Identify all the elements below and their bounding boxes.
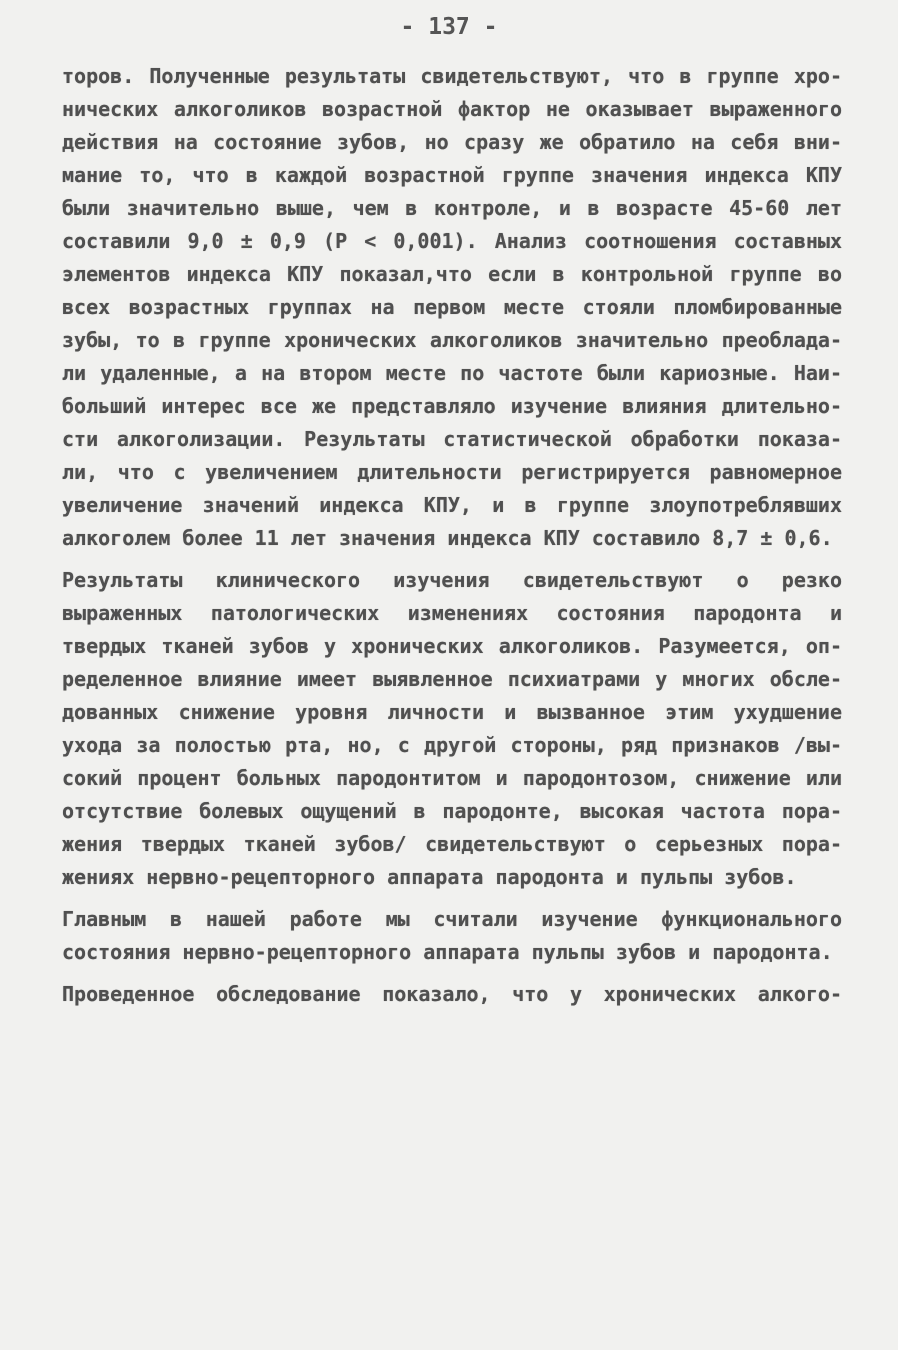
- text-line: мание то, что в каждой возрастной группе значения индекса КПУ: [62, 163, 842, 187]
- body-text: [62, 60, 842, 1011]
- text-line: нических алкоголиков возрастной фактор не оказывает выраженного: [62, 97, 842, 121]
- text-line: торов. Полученные результаты свидетельствуют, что в группе хро-: [62, 64, 842, 88]
- paragraph-4: [62, 978, 842, 1011]
- text-line: ли удаленные, а на втором месте по частоте были кариозные. Наи-: [62, 361, 842, 385]
- text-line: Проведенное обследование показало, что у хронических алкого-: [62, 982, 842, 1006]
- text-line: дованных снижение уровня личности и вызванное этим ухудшение: [62, 700, 842, 724]
- text-line: сокий процент больных пародонтитом и пародонтозом, снижение или: [62, 766, 842, 790]
- text-line: больший интерес все же представляло изучение влияния длительно-: [62, 394, 842, 418]
- text-line: выраженных патологических изменениях состояния пародонта и: [62, 601, 842, 625]
- text-line: Главным в нашей работе мы считали изучение функционального: [62, 907, 842, 931]
- text-line: увеличение значений индекса КПУ, и в группе злоупотреблявших: [62, 493, 842, 517]
- text-line: действия на состояние зубов, но сразу же обратило на себя вни-: [62, 130, 842, 154]
- paragraph-1: [62, 60, 842, 555]
- text-line: твердых тканей зубов у хронических алкоголиков. Разумеется, оп-: [62, 634, 842, 658]
- text-line: ределенное влияние имеет выявленное психиатрами у многих обсле-: [62, 667, 842, 691]
- text-line: элементов индекса КПУ показал,что если в контрольной группе во: [62, 262, 842, 286]
- page-number: - 137 -: [400, 14, 498, 40]
- text-line: состояния нервно-рецепторного аппарата пульпы зубов и пародонта.: [62, 940, 833, 964]
- text-line: ли, что с увеличением длительности регистрируется равномерное: [62, 460, 842, 484]
- text-line: составили 9,0 ± 0,9 (Р < 0,001). Анализ соотношения составных: [62, 229, 842, 253]
- text-line: сти алкоголизации. Результаты статистической обработки показа-: [62, 427, 842, 451]
- text-line: алкоголем более 11 лет значения индекса КПУ составило 8,7 ± 0,6.: [62, 526, 833, 550]
- text-line: жения твердых тканей зубов/ свидетельствуют о серьезных пора-: [62, 832, 842, 856]
- text-line: были значительно выше, чем в контроле, и в возрасте 45-60 лет: [62, 196, 842, 220]
- text-line: всех возрастных группах на первом месте стояли пломбированные: [62, 295, 842, 319]
- text-line: зубы, то в группе хронических алкоголиков значительно преоблада-: [62, 328, 842, 352]
- paragraph-3: [62, 903, 842, 969]
- text-line: ухода за полостью рта, но, с другой стороны, ряд признаков /вы-: [62, 733, 842, 757]
- text-line: Результаты клинического изучения свидетельствуют о резко: [62, 568, 842, 592]
- paragraph-2: [62, 564, 842, 894]
- text-line: отсутствие болевых ощущений в пародонте, высокая частота пора-: [62, 799, 842, 823]
- text-line: жениях нервно-рецепторного аппарата пародонта и пульпы зубов.: [62, 865, 797, 889]
